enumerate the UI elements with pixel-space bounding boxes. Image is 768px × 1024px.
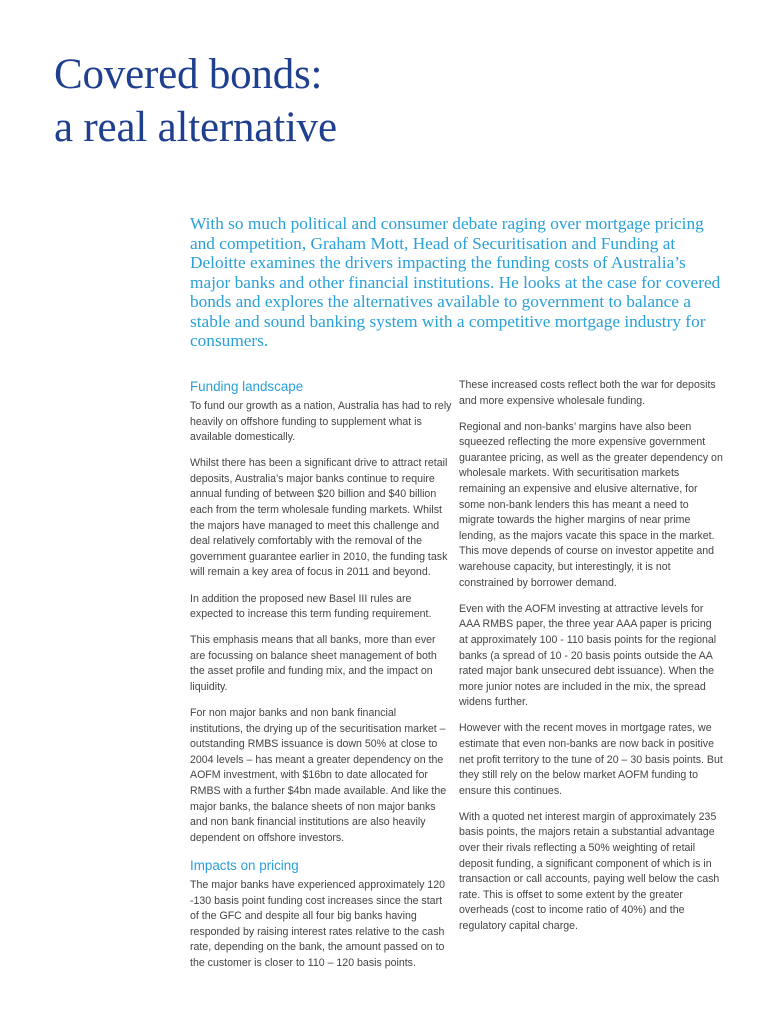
body-paragraph: In addition the proposed new Basel III rules are expected to increase this term funding requirement.: [190, 592, 432, 621]
body-paragraph: With a quoted net interest margin of approximately 235 basis points, the majors retain a substantial advantage over their rivals reflecting a 50% weighting of retail deposit funding, a significant component of which is in transaction or call accounts, paying well below the cash rate. This is offset to some extent by the greater overheads (cost to income ratio of 40%) and the regulatory capital charge.: [459, 810, 720, 932]
section-heading-impacts-on-pricing: Impacts on pricing: [190, 857, 299, 873]
body-paragraph: To fund our growth as a nation, Australia has had to rely heavily on offshore funding to supplement what is available domestically.: [190, 400, 452, 444]
article-title: [54, 48, 337, 154]
right-column: [459, 378, 723, 945]
body-paragraph: Whilst there has been a significant drive to attract retail deposits, Australia’s major banks continue to require annual funding of between $20 billion and $40 billion each from the term wholesale funding markets. Whilst the majors have managed to meet this challenge and deal relatively comfortably with the removal of the government guarantee earlier in 2010, the funding task will remain a key area of focus in 2011 and beyond.: [190, 457, 448, 579]
body-paragraph: For non major banks and non bank financial institutions, the drying up of the securitisation market – outstanding RMBS issuance is down 50% at close to 2004 levels – has meant a greater dependency on the AOFM investment, with $16bn to date allocated for RMBS with a further $4bn made available. And like the major banks, the balance sheets of non major banks and non bank financial institutions are also heavily dependent on offshore investors.: [190, 707, 447, 844]
body-paragraph: These increased costs reflect both the war for deposits and more expensive wholesale funding.: [459, 379, 716, 407]
body-paragraph: Even with the AOFM investing at attractive levels for AAA RMBS paper, the three year AAA paper is pricing at approximately 100 - 110 basis points for the regional banks (a spread of 10 - 20 basis points outside the AA rated major bank unsecured debt issuance). When the more junior notes are included in the mix, the spread widens further.: [459, 602, 717, 709]
intro-paragraph: With so much political and consumer debate raging over mortgage pricing and competition, Graham Mott, Head of Securitisation and Funding at Deloitte examines the drivers impacting the funding costs of Australia’s major banks and other financial institutions. He looks at the case for covered bonds and explores the alternatives available to government to balance a stable and sound banking system with a competitive mortgage industry for consumers.: [190, 214, 721, 350]
left-column: [190, 378, 452, 982]
article-title-line-1: Covered bonds:: [54, 51, 323, 98]
article-title-line-2: a real alternative: [54, 104, 337, 151]
section-heading-funding-landscape: Funding landscape: [190, 379, 304, 394]
body-paragraph: The major banks have experienced approximately 120 -130 basis point funding cost increases since the start of the GFC and despite all four big banks having responded by raising interest rates relative to the cash rate, depending on the bank, the amount passed on to the customer is closer to 110 – 120 basis points.: [190, 878, 445, 969]
body-paragraph: This emphasis means that all banks, more than ever are focussing on balance sheet management of both the asset profile and funding mix, and the impact on liquidity.: [190, 634, 437, 693]
body-paragraph: Regional and non-banks’ margins have also been squeezed reflecting the more expensive government guarantee pricing, as well as the greater dependency on wholesale markets. With securitisation markets remaining an expensive and elusive alternative, for some non-bank lenders this has meant a need to migrate towards the higher margins of near prime lending, as the majors vacate this space in the market. This move depends of course on investor appetite and warehouse capacity, but interestingly, it is not constrained by borrower demand.: [459, 420, 723, 589]
body-paragraph: However with the recent moves in mortgage rates, we estimate that even non-banks are now back in positive net profit territory to the tune of 20 – 30 basis points. But they still rely on the below market AOFM funding to ensure this continues.: [459, 722, 723, 797]
